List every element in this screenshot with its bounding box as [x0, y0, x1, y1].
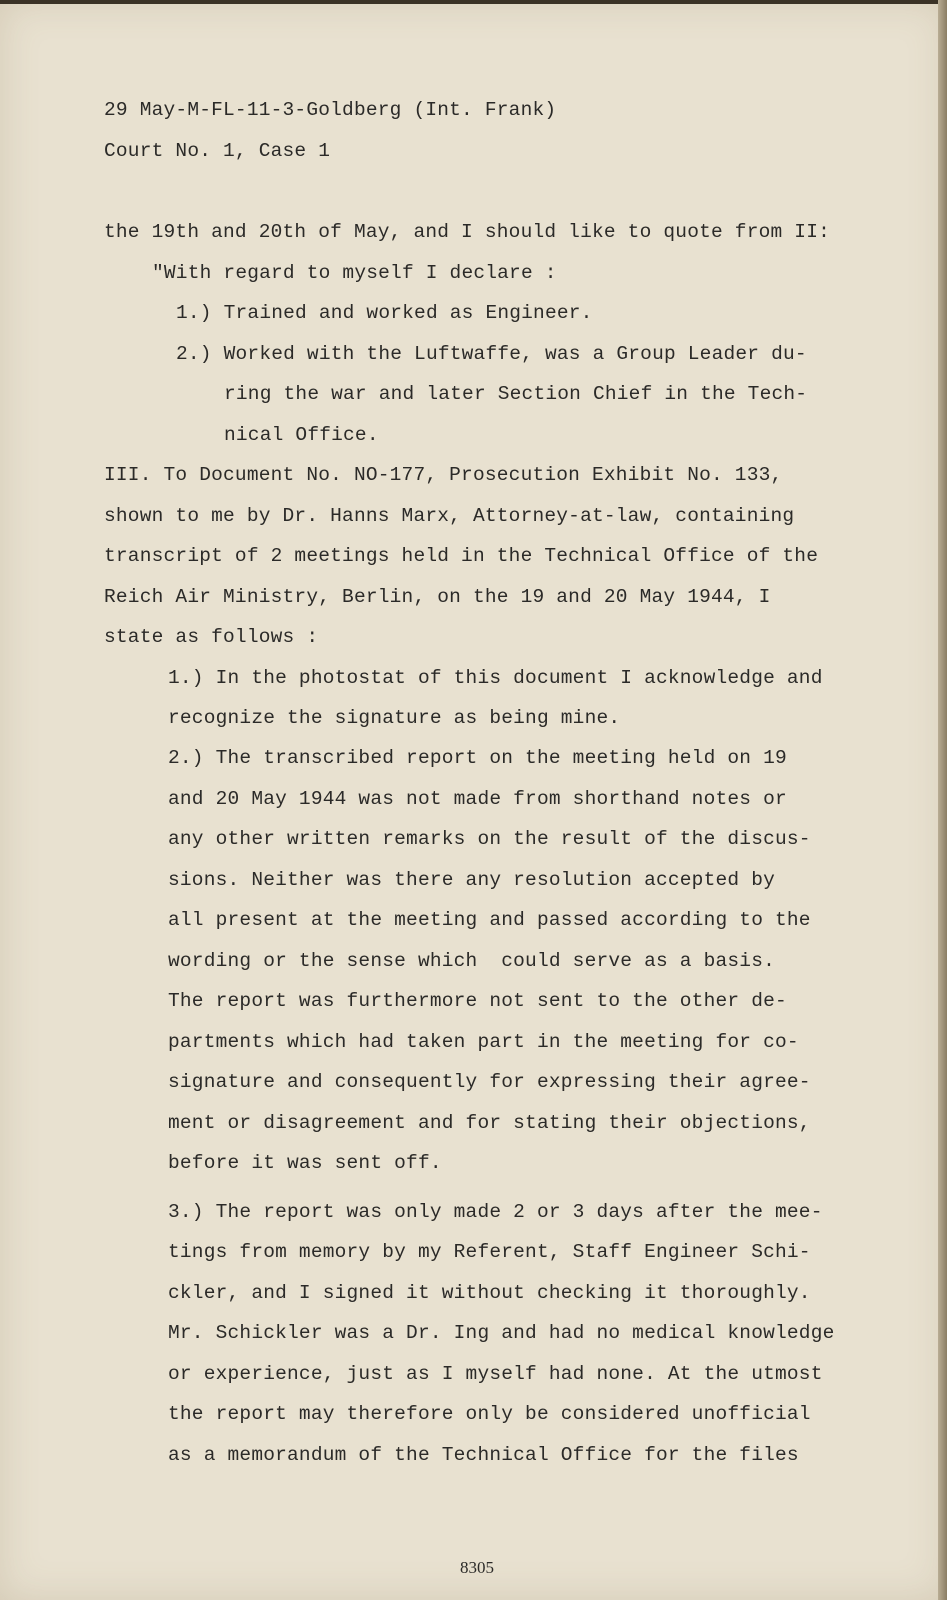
- text-line: III. To Document No. NO-177, Prosecution Exhibit No. 133,: [104, 464, 783, 486]
- text-line: any other written remarks on the result of the discus-: [168, 828, 811, 850]
- text-line: and 20 May 1944 was not made from shorthand notes or: [168, 788, 787, 810]
- text-line: all present at the meeting and passed according to the: [168, 909, 811, 931]
- text-line: ring the war and later Section Chief in the Tech-: [224, 383, 808, 405]
- document-header-line-1: 29 May-M-FL-11-3-Goldberg (Int. Frank): [104, 99, 557, 121]
- text-line: Mr. Schickler was a Dr. Ing and had no medical knowledge: [168, 1322, 835, 1344]
- text-line: 1.) In the photostat of this document I acknowledge and: [168, 667, 823, 689]
- text-line: nical Office.: [224, 424, 379, 446]
- text-line: partments which had taken part in the meeting for co-: [168, 1031, 799, 1053]
- text-line: state as follows :: [104, 626, 319, 648]
- text-line: as a memorandum of the Technical Office for the files: [168, 1444, 799, 1466]
- document-header-line-2: Court No. 1, Case 1: [104, 140, 331, 162]
- page-top-edge: [0, 0, 947, 4]
- text-line: wording or the sense which could serve as a basis.: [168, 950, 775, 972]
- text-line: tings from memory by my Referent, Staff Engineer Schi-: [168, 1241, 811, 1263]
- text-line: before it was sent off.: [168, 1152, 442, 1174]
- text-line: sions. Neither was there any resolution accepted by: [168, 869, 775, 891]
- text-line: the 19th and 20th of May, and I should like to quote from II:: [104, 221, 831, 243]
- text-line: recognize the signature as being mine.: [168, 707, 621, 729]
- page-number: 8305: [460, 1558, 494, 1577]
- text-line: 2.) Worked with the Luftwaffe, was a Group Leader du-: [176, 343, 807, 365]
- text-line: ckler, and I signed it without checking it thoroughly.: [168, 1282, 811, 1304]
- text-line: Reich Air Ministry, Berlin, on the 19 and 20 May 1944, I: [104, 586, 771, 608]
- text-line: 2.) The transcribed report on the meeting held on 19: [168, 747, 787, 769]
- text-line: signature and consequently for expressing their agree-: [168, 1071, 811, 1093]
- text-line: the report may therefore only be considered unofficial: [168, 1403, 811, 1425]
- text-line: "With regard to myself I declare :: [152, 262, 557, 284]
- text-line: 1.) Trained and worked as Engineer.: [176, 302, 593, 324]
- text-line: transcript of 2 meetings held in the Technical Office of the: [104, 545, 819, 567]
- page-right-edge: [938, 0, 947, 1600]
- text-line: or experience, just as I myself had none. At the utmost: [168, 1363, 823, 1385]
- text-line: The report was furthermore not sent to the other de-: [168, 990, 787, 1012]
- text-line: ment or disagreement and for stating their objections,: [168, 1112, 811, 1134]
- text-line: 3.) The report was only made 2 or 3 days after the mee-: [168, 1201, 823, 1223]
- text-line: shown to me by Dr. Hanns Marx, Attorney-at-law, containing: [104, 505, 795, 527]
